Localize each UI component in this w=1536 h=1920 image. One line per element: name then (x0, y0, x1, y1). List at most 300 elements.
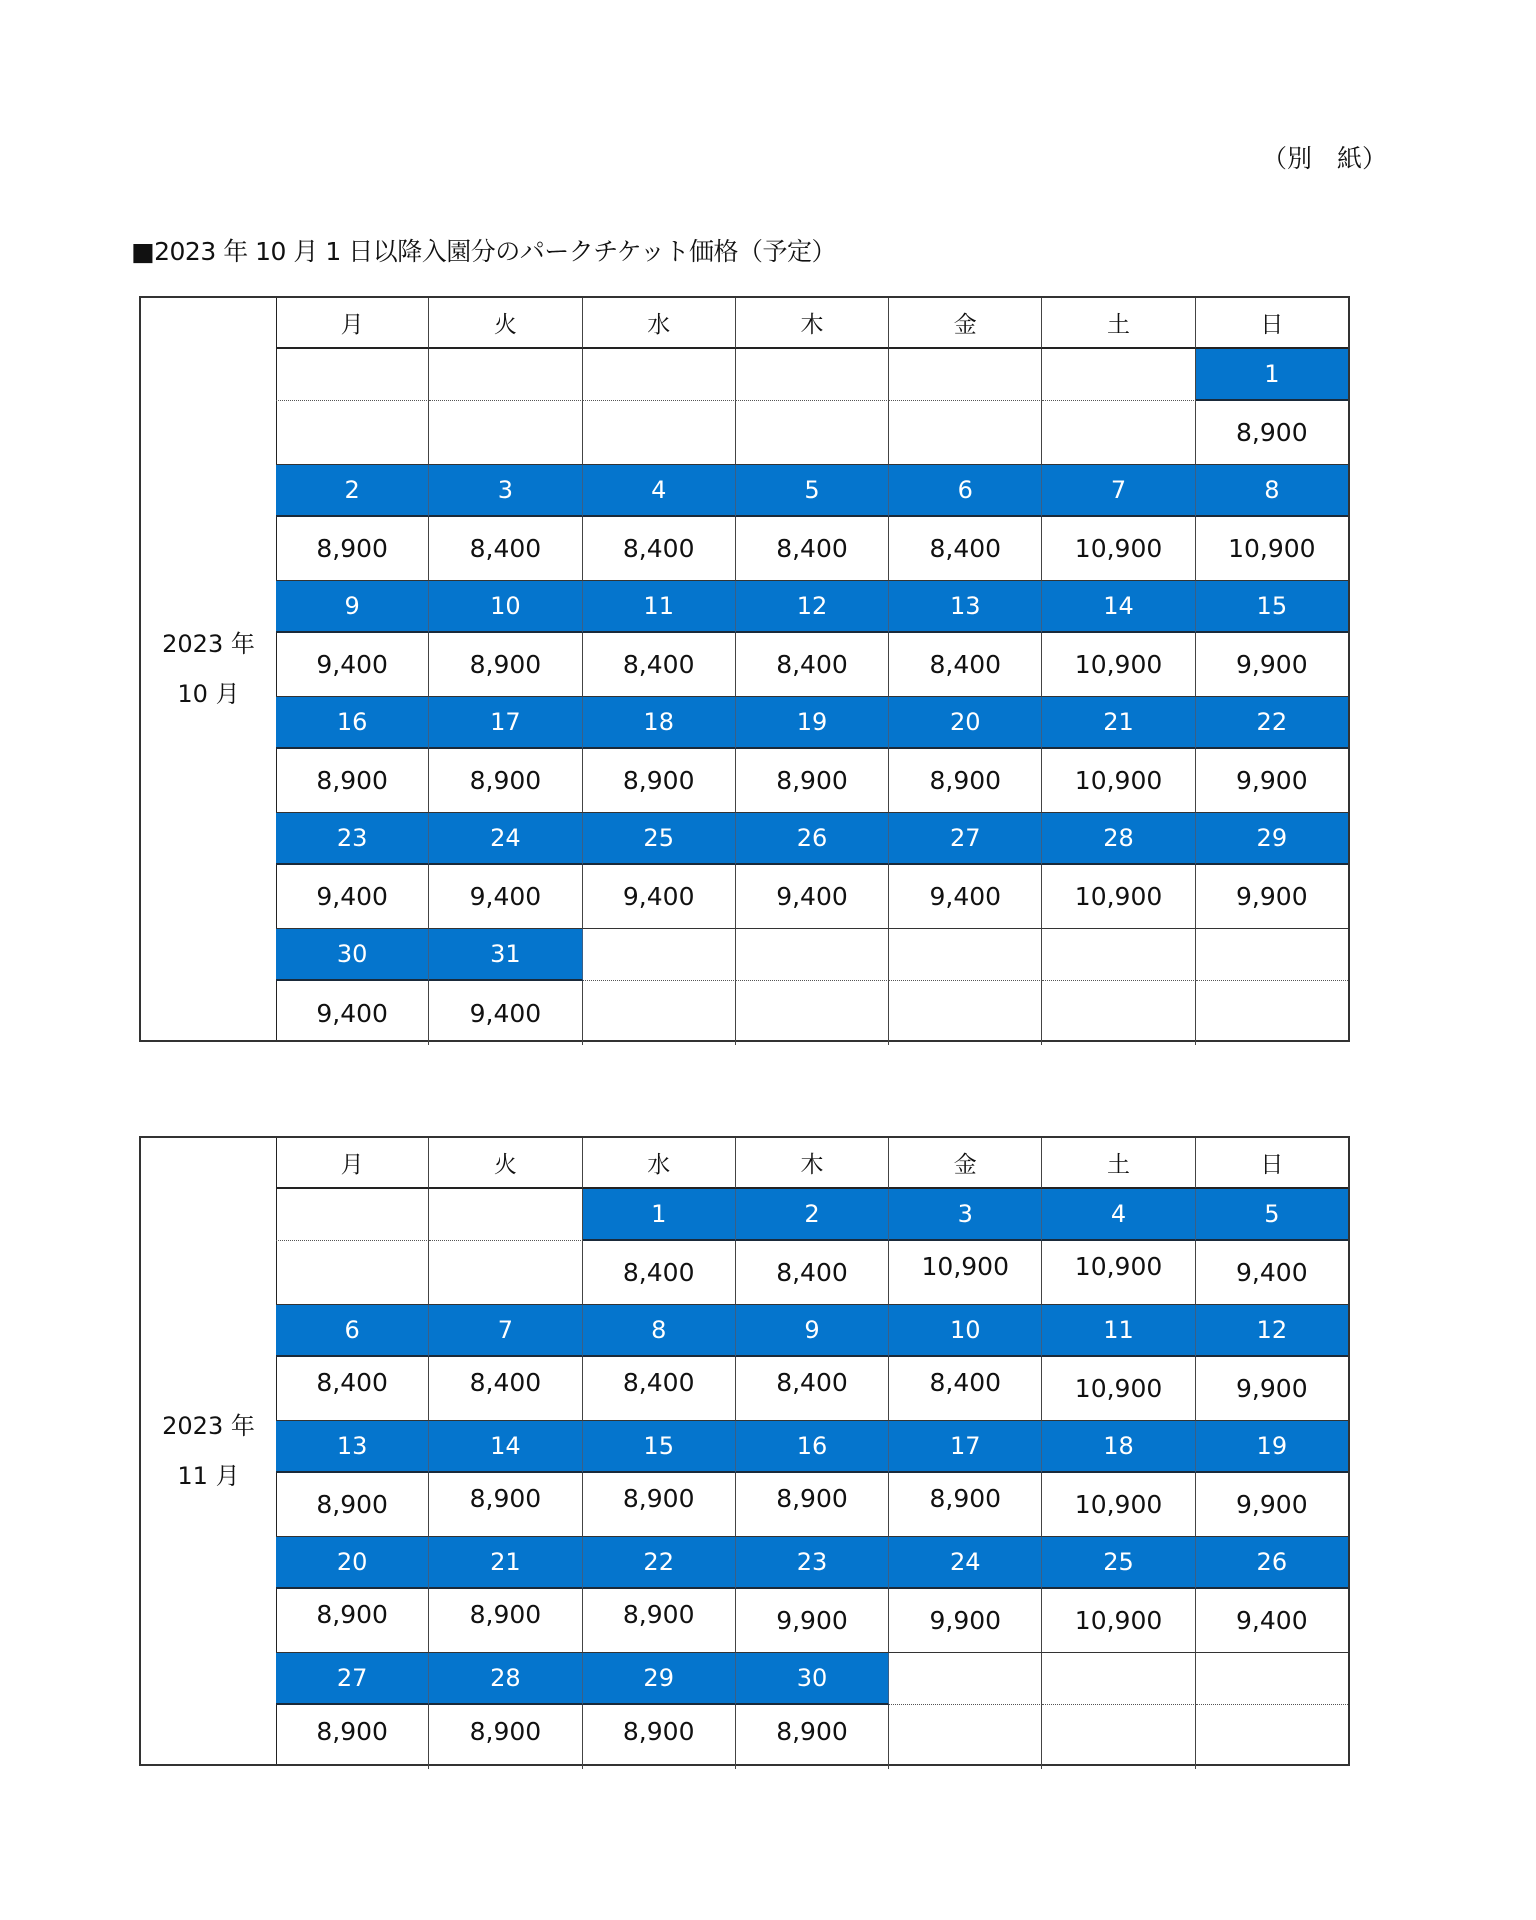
price-cell (276, 981, 429, 1045)
empty-cell (583, 981, 736, 1045)
price-cell (889, 517, 1042, 581)
price-cell (889, 633, 1042, 697)
date-cell (583, 1305, 736, 1357)
date-row (276, 1305, 1348, 1357)
date-cell (276, 1653, 429, 1705)
date-number: 29 (643, 1664, 674, 1692)
price-value: 10,900 (1074, 534, 1163, 563)
empty-cell (429, 401, 582, 465)
empty-cell (736, 401, 889, 465)
date-row (276, 1537, 1348, 1589)
date-number: 9 (804, 1316, 820, 1344)
price-value: 10,900 (1074, 1490, 1163, 1519)
date-cell (889, 697, 1042, 749)
price-value: 9,400 (622, 882, 695, 911)
empty-cell (429, 349, 582, 401)
price-cell (1042, 865, 1195, 929)
price-value: 10,900 (1074, 766, 1163, 795)
price-cell (889, 1473, 1042, 1537)
price-value: 9,900 (1236, 1374, 1308, 1403)
price-cell (1196, 401, 1348, 465)
empty-cell (736, 349, 889, 401)
date-cell (429, 1421, 582, 1473)
price-value: 8,900 (316, 1600, 388, 1629)
price-cell (889, 749, 1042, 813)
price-value: 8,900 (929, 1484, 1002, 1513)
month-label (162, 619, 255, 719)
price-cell (276, 517, 429, 581)
price-row (276, 517, 1348, 581)
price-value: 10,900 (921, 1252, 1009, 1281)
date-number: 20 (336, 1548, 368, 1576)
date-number: 13 (336, 1432, 368, 1460)
price-cell (429, 865, 582, 929)
price-cell (1196, 633, 1348, 697)
date-number: 9 (344, 592, 360, 620)
date-cell (1196, 1537, 1348, 1589)
price-value: 8,400 (776, 534, 848, 563)
price-value: 10,900 (1074, 1374, 1163, 1403)
price-value: 8,900 (776, 766, 848, 795)
price-value: 8,400 (776, 1368, 848, 1397)
price-cell (889, 1241, 1042, 1305)
price-cell (583, 1705, 736, 1769)
empty-cell (276, 401, 429, 465)
date-cell (276, 813, 429, 865)
price-cell (736, 1705, 889, 1769)
calendar-grid (276, 298, 1348, 1045)
price-value: 8,900 (469, 766, 542, 795)
date-cell (276, 929, 429, 981)
price-value: 8,900 (316, 1716, 388, 1746)
price-cell (583, 1473, 736, 1537)
price-value: 10,900 (1074, 1252, 1163, 1281)
price-cell (429, 1473, 582, 1537)
date-number: 27 (336, 1664, 368, 1692)
date-cell (429, 1305, 582, 1357)
date-cell (276, 465, 429, 517)
date-cell (1042, 1537, 1195, 1589)
date-row (276, 929, 1348, 981)
date-number: 3 (957, 1200, 973, 1228)
price-cell (583, 865, 736, 929)
price-cell (276, 633, 429, 697)
date-cell (1196, 1421, 1348, 1473)
date-number: 26 (796, 824, 828, 852)
empty-cell (429, 1189, 582, 1241)
date-number: 14 (1103, 592, 1134, 620)
date-number: 1 (651, 1200, 667, 1228)
year-text: 2023 年 (162, 1412, 255, 1440)
price-cell (736, 517, 889, 581)
price-cell (1196, 517, 1348, 581)
price-row (276, 1473, 1348, 1537)
price-value: 8,400 (469, 1368, 542, 1397)
price-value: 9,400 (316, 650, 388, 679)
price-cell (736, 633, 889, 697)
date-number: 4 (651, 476, 667, 504)
date-number: 3 (497, 476, 514, 504)
date-number: 17 (949, 1432, 981, 1460)
date-cell (736, 1421, 889, 1473)
price-cell (429, 981, 582, 1045)
month-cell (141, 298, 277, 1040)
date-number: 17 (490, 708, 521, 736)
empty-cell (1042, 929, 1195, 981)
price-cell (429, 1589, 582, 1653)
weekday-header (276, 1138, 429, 1189)
date-cell (583, 1189, 736, 1241)
price-cell (736, 865, 889, 929)
empty-cell (276, 1189, 429, 1241)
price-value: 8,900 (469, 1484, 542, 1513)
date-number: 11 (1103, 1316, 1134, 1344)
month-label (162, 1401, 255, 1501)
weekday-label: 日 (1260, 312, 1284, 338)
date-cell (583, 581, 736, 633)
price-row (276, 401, 1348, 465)
date-number: 25 (643, 824, 674, 852)
price-cell (276, 865, 429, 929)
date-number: 21 (1103, 708, 1134, 736)
date-number: 26 (1256, 1548, 1288, 1576)
date-number: 5 (804, 476, 820, 504)
price-value: 9,400 (469, 882, 542, 911)
date-cell (1042, 813, 1195, 865)
empty-cell (889, 981, 1042, 1045)
date-row (276, 813, 1348, 865)
date-cell (1196, 1305, 1348, 1357)
price-cell (736, 1241, 889, 1305)
weekday-label: 月 (340, 312, 364, 338)
attachment-label: （別 紙） (1262, 144, 1388, 173)
price-cell (889, 865, 1042, 929)
price-value: 9,900 (1236, 882, 1308, 911)
price-value: 9,900 (1236, 1490, 1308, 1519)
price-value: 8,900 (929, 766, 1002, 795)
weekday-label: 日 (1260, 1152, 1284, 1178)
date-cell (736, 813, 889, 865)
date-number: 5 (1264, 1200, 1280, 1228)
price-value: 8,900 (316, 766, 388, 795)
empty-cell (889, 401, 1042, 465)
weekday-header (736, 298, 889, 349)
weekday-header (583, 1138, 736, 1189)
price-value: 9,900 (776, 1606, 848, 1635)
price-value: 8,400 (929, 650, 1002, 679)
date-number: 8 (651, 1316, 667, 1344)
date-cell (1196, 1189, 1348, 1241)
date-cell (429, 465, 582, 517)
price-cell (276, 1357, 429, 1421)
price-value: 8,400 (622, 534, 695, 563)
date-cell (736, 581, 889, 633)
price-value: 10,900 (1074, 1606, 1163, 1635)
date-cell (276, 697, 429, 749)
weekday-label: 水 (647, 1152, 671, 1178)
price-value: 8,400 (622, 1258, 695, 1287)
weekday-header (583, 298, 736, 349)
price-cell (583, 749, 736, 813)
date-number: 30 (796, 1664, 828, 1692)
price-cell (583, 517, 736, 581)
price-cell (1042, 1589, 1195, 1653)
price-cell (1042, 633, 1195, 697)
price-cell (1196, 749, 1348, 813)
price-row (276, 1589, 1348, 1653)
date-row (276, 581, 1348, 633)
date-cell (583, 1537, 736, 1589)
weekday-label: 金 (953, 1152, 977, 1178)
date-cell (736, 1537, 889, 1589)
price-cell (429, 1357, 582, 1421)
price-cell (1042, 517, 1195, 581)
price-row (276, 749, 1348, 813)
date-number: 29 (1256, 824, 1288, 852)
date-cell (736, 1189, 889, 1241)
price-value: 8,900 (316, 1490, 388, 1519)
month-text: 11 月 (177, 1462, 240, 1490)
date-cell (736, 1305, 889, 1357)
price-cell (583, 1589, 736, 1653)
price-value: 9,900 (1236, 650, 1308, 679)
date-cell (889, 465, 1042, 517)
price-cell (429, 1705, 582, 1769)
date-cell (889, 1421, 1042, 1473)
date-number: 2 (344, 476, 360, 504)
empty-cell (1042, 401, 1195, 465)
price-cell (736, 749, 889, 813)
price-value: 8,400 (929, 1368, 1002, 1397)
date-cell (276, 1421, 429, 1473)
empty-cell (1042, 981, 1195, 1045)
weekday-header (429, 298, 582, 349)
price-cell (583, 633, 736, 697)
weekday-header (429, 1138, 582, 1189)
date-number: 10 (490, 592, 521, 620)
date-number: 24 (949, 1548, 981, 1576)
price-value: 9,900 (929, 1606, 1002, 1635)
date-number: 27 (949, 824, 981, 852)
date-cell (736, 1653, 889, 1705)
empty-cell (889, 929, 1042, 981)
year-text: 2023 年 (162, 630, 255, 658)
date-cell (889, 1305, 1042, 1357)
date-number: 28 (490, 1664, 521, 1692)
price-value: 10,900 (1074, 650, 1163, 679)
price-row (276, 981, 1348, 1045)
date-number: 25 (1103, 1548, 1134, 1576)
date-number: 8 (1264, 476, 1280, 504)
price-value: 9,400 (776, 882, 848, 911)
weekday-header (1042, 1138, 1195, 1189)
price-value: 8,400 (622, 1368, 695, 1397)
empty-cell (889, 349, 1042, 401)
price-cell (429, 517, 582, 581)
price-value: 8,900 (469, 1716, 542, 1746)
empty-cell (1042, 1653, 1195, 1705)
date-cell (889, 1189, 1042, 1241)
date-cell (736, 465, 889, 517)
date-cell (429, 929, 582, 981)
date-number: 15 (643, 1432, 674, 1460)
date-number: 13 (949, 592, 981, 620)
date-number: 7 (1110, 476, 1127, 504)
price-value: 8,900 (622, 766, 695, 795)
weekday-header (1196, 1138, 1348, 1189)
date-number: 10 (949, 1316, 981, 1344)
date-cell (583, 813, 736, 865)
price-cell (583, 1357, 736, 1421)
price-cell (429, 633, 582, 697)
date-row (276, 349, 1348, 401)
calendar-october (139, 296, 1350, 1042)
price-value: 8,900 (469, 650, 542, 679)
price-cell (1042, 749, 1195, 813)
empty-cell (276, 1241, 429, 1305)
weekday-label: 火 (493, 1152, 517, 1178)
date-cell (889, 1537, 1042, 1589)
empty-cell (736, 981, 889, 1045)
date-row (276, 465, 1348, 517)
price-cell (1196, 1241, 1348, 1305)
date-number: 14 (490, 1432, 521, 1460)
date-number: 31 (490, 940, 521, 968)
date-number: 20 (949, 708, 981, 736)
weekday-label: 月 (340, 1152, 364, 1178)
date-cell (429, 581, 582, 633)
empty-cell (583, 929, 736, 981)
date-cell (889, 581, 1042, 633)
price-value: 8,400 (776, 650, 848, 679)
date-cell (583, 465, 736, 517)
empty-cell (889, 1705, 1042, 1769)
price-value: 9,900 (1236, 766, 1308, 795)
price-value: 10,900 (1228, 534, 1316, 563)
date-number: 19 (796, 708, 828, 736)
price-value: 8,400 (776, 1258, 848, 1287)
date-cell (1042, 465, 1195, 517)
price-value: 9,400 (1236, 1606, 1308, 1635)
date-number: 23 (336, 824, 368, 852)
date-cell (1042, 1305, 1195, 1357)
date-cell (276, 1305, 429, 1357)
date-cell (429, 813, 582, 865)
date-cell (583, 1653, 736, 1705)
price-row (276, 1357, 1348, 1421)
price-cell (1042, 1241, 1195, 1305)
price-value: 8,400 (316, 1368, 388, 1397)
price-value: 8,900 (1236, 418, 1308, 447)
date-number: 22 (1256, 708, 1288, 736)
empty-cell (736, 929, 889, 981)
price-cell (276, 749, 429, 813)
price-value: 9,400 (316, 998, 388, 1028)
date-cell (889, 813, 1042, 865)
price-cell (736, 1473, 889, 1537)
price-row (276, 633, 1348, 697)
weekday-header-row (276, 1138, 1348, 1189)
empty-cell (276, 349, 429, 401)
date-cell (1042, 1421, 1195, 1473)
weekday-label: 木 (800, 312, 824, 338)
price-cell (736, 1357, 889, 1421)
price-value: 8,400 (929, 534, 1002, 563)
price-value: 9,400 (929, 882, 1002, 911)
empty-cell (429, 1241, 582, 1305)
calendar-grid (276, 1138, 1348, 1769)
date-cell (1196, 813, 1348, 865)
date-cell (1042, 1189, 1195, 1241)
date-number: 21 (490, 1548, 521, 1576)
date-cell (429, 697, 582, 749)
empty-cell (1196, 929, 1348, 981)
empty-cell (1196, 981, 1348, 1045)
date-number: 18 (643, 708, 674, 736)
price-cell (1042, 1357, 1195, 1421)
price-cell (276, 1705, 429, 1769)
weekday-label: 土 (1107, 1152, 1131, 1178)
calendar-november (139, 1136, 1350, 1766)
date-number: 23 (796, 1548, 828, 1576)
price-cell (1042, 1473, 1195, 1537)
empty-cell (1196, 1705, 1348, 1769)
weekday-label: 火 (493, 312, 517, 338)
date-number: 6 (344, 1316, 360, 1344)
date-cell (1042, 581, 1195, 633)
price-value: 9,400 (1236, 1258, 1308, 1287)
empty-cell (889, 1653, 1042, 1705)
price-value: 8,900 (622, 1484, 695, 1513)
empty-cell (583, 349, 736, 401)
month-cell (141, 1138, 277, 1764)
date-number: 19 (1256, 1432, 1288, 1460)
empty-cell (1042, 1705, 1195, 1769)
weekday-label: 土 (1107, 312, 1131, 338)
price-cell (1196, 865, 1348, 929)
weekday-header (889, 1138, 1042, 1189)
date-cell (429, 1537, 582, 1589)
price-value: 9,400 (316, 882, 388, 911)
price-row (276, 1705, 1348, 1769)
weekday-header (736, 1138, 889, 1189)
weekday-label: 金 (953, 312, 977, 338)
price-value: 8,900 (776, 1484, 848, 1513)
date-number: 24 (490, 824, 521, 852)
date-number: 1 (1264, 360, 1280, 388)
price-cell (736, 1589, 889, 1653)
weekday-header (889, 298, 1042, 349)
date-cell (583, 1421, 736, 1473)
date-row (276, 1653, 1348, 1705)
date-cell (736, 697, 889, 749)
date-number: 22 (643, 1548, 674, 1576)
price-cell (1196, 1473, 1348, 1537)
date-number: 11 (643, 592, 674, 620)
price-value: 9,400 (469, 998, 542, 1028)
date-cell (429, 1653, 582, 1705)
date-cell (583, 697, 736, 749)
date-number: 12 (1256, 1316, 1288, 1344)
date-row (276, 1421, 1348, 1473)
weekday-label: 木 (800, 1152, 824, 1178)
date-number: 30 (336, 940, 368, 968)
price-cell (429, 749, 582, 813)
page-title: ■2023 年 10 月 1 日以降入園分のパークチケット価格（予定） (131, 237, 836, 266)
date-number: 6 (957, 476, 973, 504)
price-value: 8,900 (469, 1600, 542, 1629)
price-value: 8,900 (316, 534, 388, 563)
